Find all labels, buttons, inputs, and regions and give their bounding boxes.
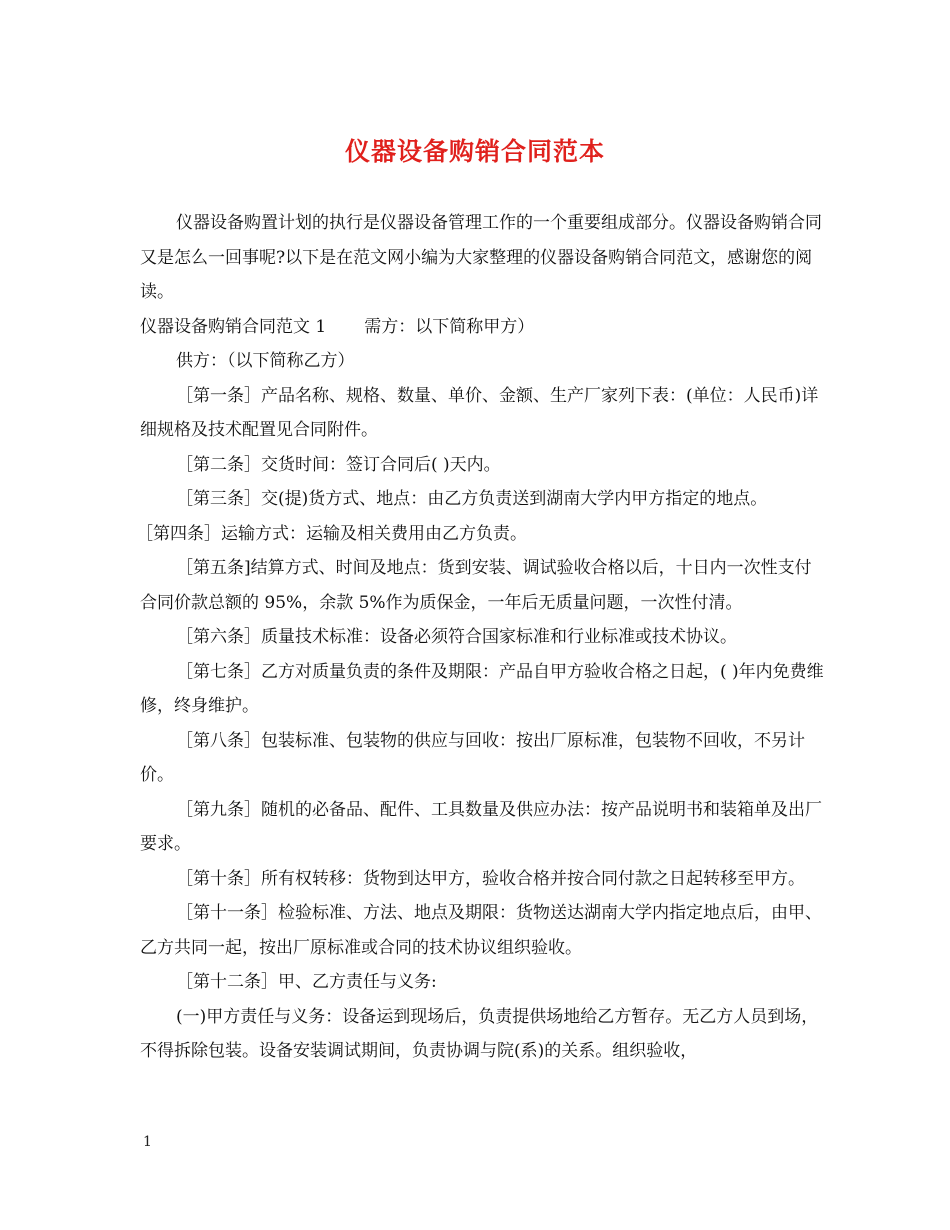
clause-3: ［第三条］交(提)货方式、地点：由乙方负责送到湖南大学内甲方指定的地点。	[176, 489, 768, 509]
clause-1: ［第一条］产品名称、规格、数量、单价、金额、生产厂家列下表：(单位：人民币)详细规格及技术配置见合同附件。	[140, 385, 819, 440]
clause-9: ［第九条］随机的必备品、配件、工具数量及供应办法：按产品说明书和装箱单及出厂要求。	[140, 799, 822, 854]
clause-8: ［第八条］包装标准、包装物的供应与回收：按出厂原标准，包装物不回收，不另计价。	[140, 730, 805, 785]
clause-2: ［第二条］交货时间：签订合同后( )天内。	[176, 454, 501, 475]
sample-heading: 仪器设备购销合同范文 1	[140, 316, 327, 337]
document-title: 仪器设备购销合同范本	[344, 137, 605, 166]
clause-12: ［第十二条］甲、乙方责任与义务:	[176, 972, 437, 992]
page-number: 1	[143, 1134, 152, 1150]
seller-line: 供方：（以下简称乙方）	[176, 351, 355, 371]
clause-12-part-1: (一)甲方责任与义务：设备运到现场后，负责提供场地给乙方暂存。无乙方人员到场，不得拆除包装。设备安装调试期间，负责协调与院(系)的关系。组织验收，	[140, 1006, 819, 1061]
clause-4: ［第四条］运输方式：运输及相关费用由乙方负责。	[136, 523, 527, 544]
clause-7: ［第七条］乙方对质量负责的条件及期限：产品自甲方验收合格之日起，( )年内免费维修，终身维护。	[140, 661, 824, 716]
buyer-line: 需方：以下简称甲方）	[364, 316, 535, 337]
document-body	[136, 206, 826, 1069]
clause-5: ［第五条]结算方式、时间及地点：货到安装、调试验收合格以后，十日内一次性支付合同价款总额的 95%，余款 5%作为质保金，一年后无质量问题，一次性付清。	[140, 558, 812, 613]
clause-11: ［第十一条］检验标准、方法、地点及期限：货物送达湖南大学内指定地点后，由甲、乙方共同一起，按出厂原标准或合同的技术协议组织验收。	[140, 903, 822, 958]
clause-10: ［第十条］所有权转移：货物到达甲方，验收合格并按合同付款之日起转移至甲方。	[176, 868, 805, 889]
clause-6: ［第六条］质量技术标准：设备必须符合国家标准和行业标准或技术协议。	[176, 627, 737, 647]
sample-heading-line	[140, 310, 826, 345]
intro-paragraph: 仪器设备购置计划的执行是仪器设备管理工作的一个重要组成部分。仪器设备购销合同又是怎么一回事呢?以下是在范文网小编为大家整理的仪器设备购销合同范文，感谢您的阅读。	[140, 213, 822, 302]
